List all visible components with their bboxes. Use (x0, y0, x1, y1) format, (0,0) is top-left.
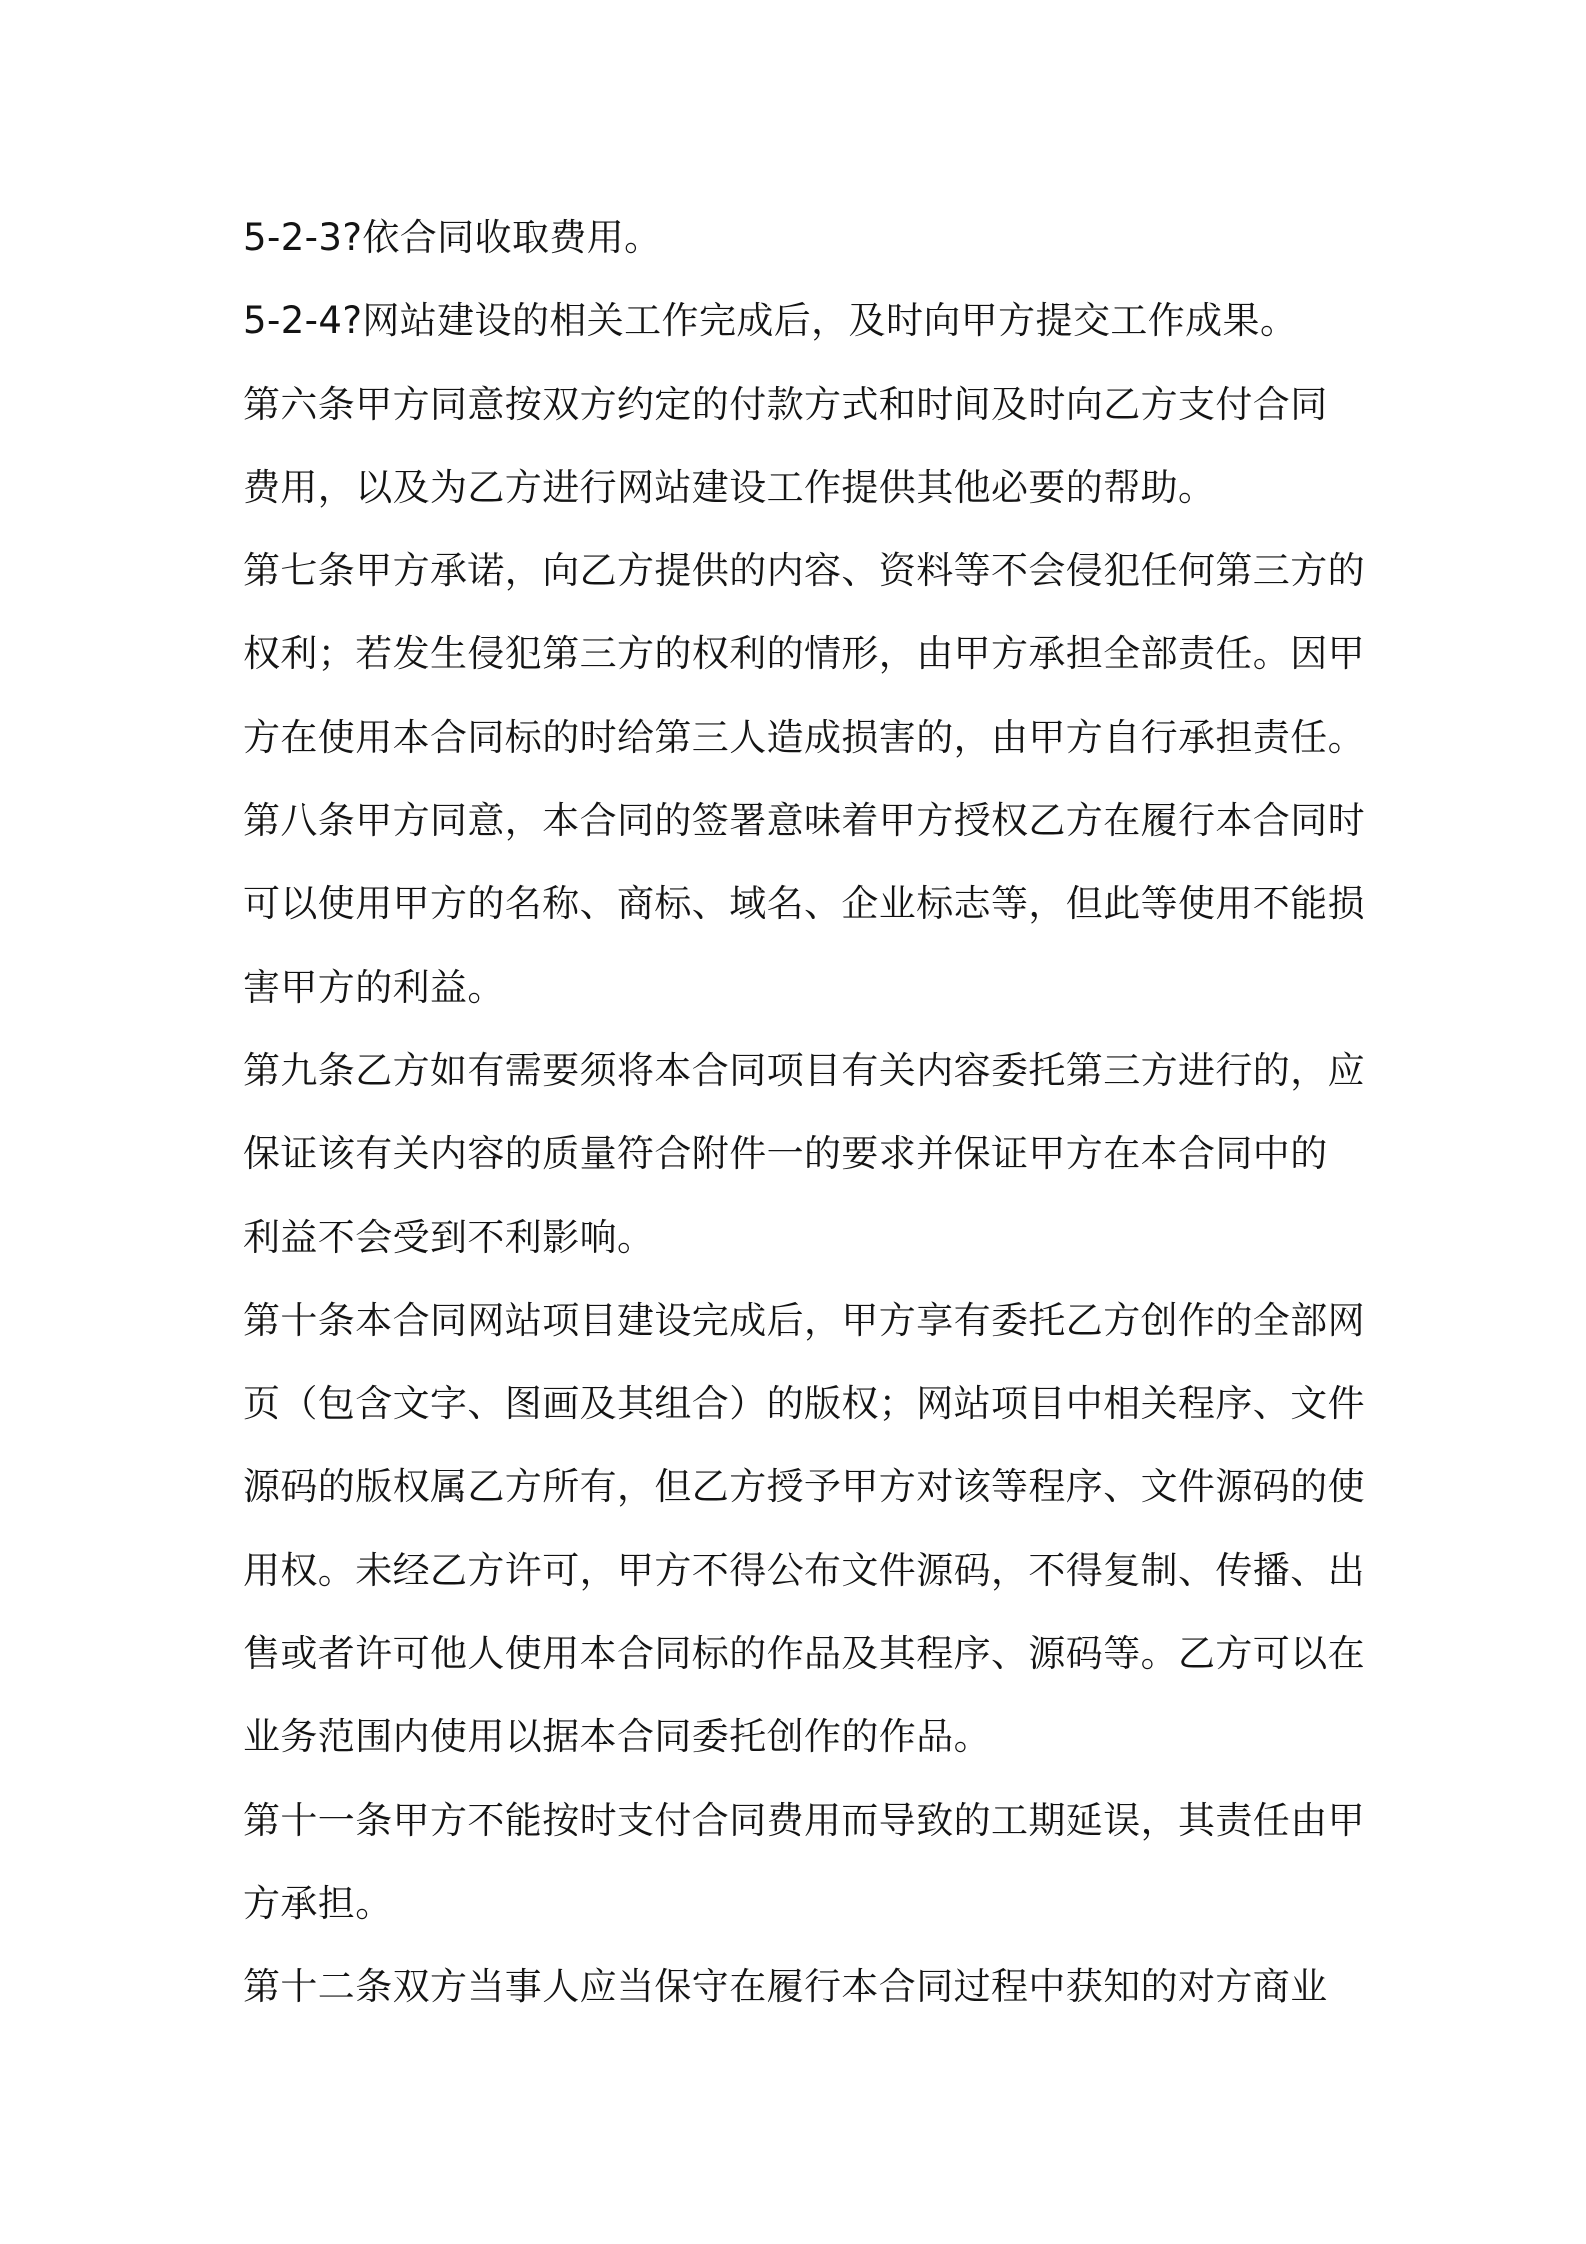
text-line: 方承担。 (243, 1881, 393, 1925)
text-line: 利益不会受到不利影响。 (243, 1215, 655, 1259)
text-line: 方在使用本合同标的时给第三人造成损害的，由甲方自行承担责任。 (243, 715, 1365, 759)
text-line: 业务范围内使用以据本合同委托创作的作品。 (243, 1715, 991, 1759)
text-line: 可以使用甲方的名称、商标、域名、企业标志等，但此等使用不能损 (243, 882, 1365, 926)
text-line: 第九条乙方如有需要须将本合同项目有关内容委托第三方进行的，应 (243, 1048, 1365, 1092)
text-line: 页（包含文字、图画及其组合）的版权；网站项目中相关程序、文件 (243, 1382, 1365, 1426)
document-body (243, 196, 1363, 2029)
text-line: 第六条甲方同意按双方约定的付款方式和时间及时向乙方支付合同 (243, 382, 1328, 426)
text-line: 源码的版权属乙方所有，但乙方授予甲方对该等程序、文件源码的使 (243, 1465, 1365, 1509)
text-line: 5-2-4?网站建设的相关工作完成后，及时向甲方提交工作成果。 (243, 299, 1298, 343)
text-line: 保证该有关内容的质量符合附件一的要求并保证甲方在本合同中的 (243, 1132, 1328, 1176)
text-line: 费用，以及为乙方进行网站建设工作提供其他必要的帮助。 (243, 465, 1216, 509)
text-line: 害甲方的利益。 (243, 965, 505, 1009)
text-line: 第十一条甲方不能按时支付合同费用而导致的工期延误，其责任由甲 (243, 1798, 1365, 1842)
text-line: 第八条甲方同意，本合同的签署意味着甲方授权乙方在履行本合同时 (243, 799, 1365, 843)
text-line: 第七条甲方承诺，向乙方提供的内容、资料等不会侵犯任何第三方的 (243, 549, 1365, 593)
text-line: 权利；若发生侵犯第三方的权利的情形，由甲方承担全部责任。因甲 (243, 632, 1365, 676)
text-line: 第十二条双方当事人应当保守在履行本合同过程中获知的对方商业 (243, 1965, 1328, 2009)
text-line: 用权。未经乙方许可，甲方不得公布文件源码，不得复制、传播、出 (243, 1548, 1365, 1592)
text-line: 5-2-3?依合同收取费用。 (243, 216, 662, 259)
text-line: 第十条本合同网站项目建设完成后，甲方享有委托乙方创作的全部网 (243, 1298, 1365, 1342)
text-line: 售或者许可他人使用本合同标的作品及其程序、源码等。乙方可以在 (243, 1632, 1365, 1676)
